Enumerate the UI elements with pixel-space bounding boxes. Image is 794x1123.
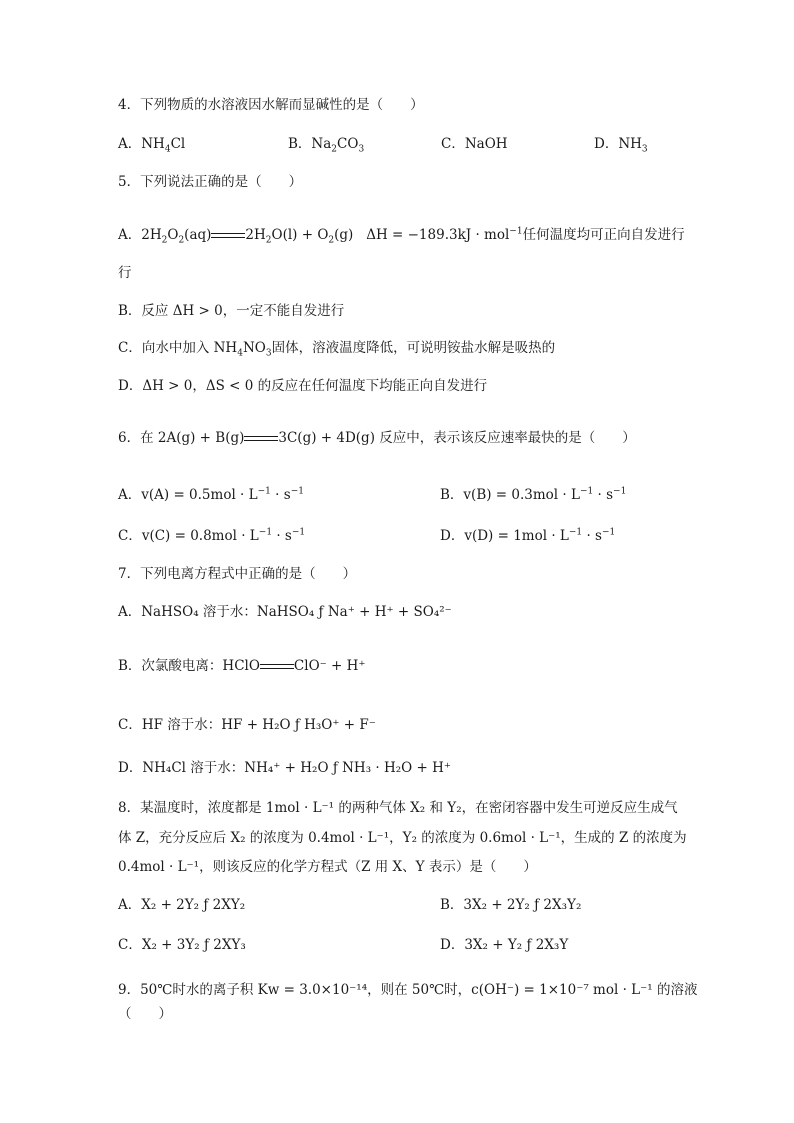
q6-option-d: D．$v(D) = 1mol \cdot L^{-1} \cdot s^{-1}$ — [440, 527, 616, 544]
q6-options-row1 — [118, 486, 678, 506]
q8-stem-line3: 0.4mol · L⁻¹，则该反应的化学方程式（Z 用 X、Y 表示）是（ ） — [118, 859, 537, 875]
q7-option-c: C．HF 溶于水：HF + H₂O ƒ H₃O⁺ + F⁻ — [118, 717, 376, 733]
q6-option-b: B．$v(B) = 0.3mol \cdot L^{-1} \cdot s^{-1}$ — [440, 486, 627, 503]
q6-options-row2 — [118, 527, 678, 547]
q8-option-c: C．X₂ + 3Y₂ ƒ 2XY₃ — [118, 937, 246, 953]
q6-option-c: C．$v(C) = 0.8mol \cdot L^{-1} \cdot s^{-1}$ — [118, 527, 306, 544]
q4-option-b: B．$Na_2CO_3$ — [288, 136, 365, 155]
q5-option-a: A．$2H_2O_2(aq) 2H_2O(l) + O_2(g) \Delta H = -189.3kJ \cdot mol^{-1}$任何温度均可正向自发进行 — [118, 226, 685, 246]
q8-option-a: A．X₂ + 2Y₂ ƒ 2XY₂ — [118, 897, 246, 913]
q5-option-b: B．反应 ΔH > 0，一定不能自发进行 — [118, 303, 345, 319]
q7-option-d: D．NH₄Cl 溶于水：NH₄⁺ + H₂O ƒ NH₃ · H₂O + H⁺ — [118, 760, 452, 776]
q7-option-a: A．NaHSO₄ 溶于水：NaHSO₄ ƒ Na⁺ + H⁺ + SO₄²⁻ — [118, 604, 452, 620]
q8-options-row1 — [118, 896, 678, 916]
q4-options — [118, 135, 678, 155]
q4-option-a: A．$NH_4Cl$ — [118, 136, 186, 155]
q5-option-a-continued: 行 — [118, 265, 132, 281]
q6-option-a: A．$v(A) = 0.5mol \cdot L^{-1} \cdot s^{-1}$ — [118, 486, 304, 503]
q7-option-b: B．次氯酸电离：HClO ClO⁻ + H⁺ — [118, 658, 366, 674]
q8-option-d: D．3X₂ + Y₂ ƒ 2X₃Y — [440, 937, 569, 953]
q8-stem-line1: 8．某温度时，浓度都是 1mol · L⁻¹ 的两种气体 X₂ 和 Y₂，在密闭容器中发生可逆反应生成气 — [118, 800, 678, 816]
q7-stem: 7．下列电离方程式中正确的是（ ） — [118, 566, 357, 582]
reaction-equals-sign — [244, 435, 278, 443]
q8-option-b: B．3X₂ + 2Y₂ ƒ 2X₃Y₂ — [440, 897, 582, 913]
q6-stem: 6．在 2A(g) + B(g) 3C(g) + 4D(g) 反应中，表示该反应速率最快的是（ ） — [118, 430, 636, 446]
ionization-equals-sign — [260, 663, 294, 671]
equilibrium-equals-sign — [211, 232, 245, 240]
q8-options-row2 — [118, 936, 678, 956]
q5-option-c: C．向水中加入 $NH_4NO_3$固体，溶液温度降低，可说明铵盐水解是吸热的 — [118, 340, 556, 359]
q9-stem-line2: （ ） — [118, 1006, 172, 1022]
q5-option-d: D．ΔH > 0，ΔS < 0 的反应在任何温度下均能正向自发进行 — [118, 378, 488, 394]
q4-stem: 4．下列物质的水溶液因水解而显碱性的是（ ） — [118, 97, 424, 113]
q4-option-d: D．$NH_3$ — [594, 136, 648, 155]
q8-stem-line2: 体 Z，充分反应后 X₂ 的浓度为 0.4mol · L⁻¹，Y₂ 的浓度为 0.6mol · L⁻¹，生成的 Z 的浓度为 — [118, 830, 687, 846]
q4-option-c: C．NaOH — [441, 136, 508, 152]
q5-stem: 5．下列说法正确的是（ ） — [118, 174, 303, 190]
q9-stem-line1: 9．50℃时水的离子积 Kw = 3.0×10⁻¹⁴，则在 50℃时，c(OH⁻) = 1×10⁻⁷ mol · L⁻¹ 的溶液 — [118, 982, 698, 998]
